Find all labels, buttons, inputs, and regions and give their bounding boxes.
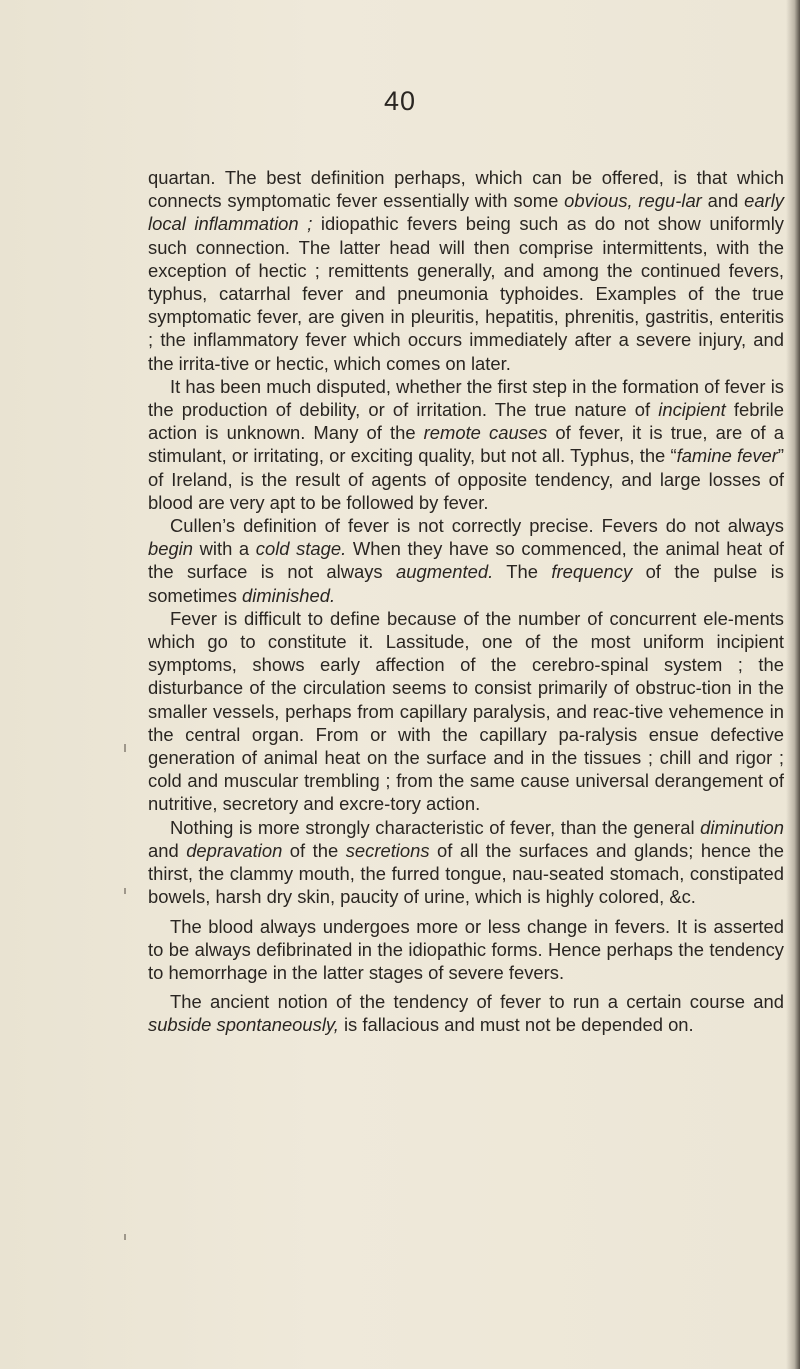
- text-run: with a: [193, 538, 256, 560]
- italic-run: early local inflammation ;: [148, 190, 784, 235]
- text-run: of the: [282, 839, 346, 861]
- paragraph-2: [148, 375, 784, 514]
- paragraph-1: [148, 166, 784, 375]
- text-run: of fever, it is true, are of a stimulant, or irritating, or exciting quality, but not all. Typhus, the “: [148, 422, 784, 467]
- paragraph-3: [148, 514, 784, 607]
- text-run: ” of Ireland, is the result of agents of opposite tendency, and large losses of blood are very apt to be followed by fever.: [148, 445, 784, 513]
- italic-run: secretions: [345, 839, 430, 861]
- italic-run: famine fever: [676, 445, 778, 467]
- text-run: The blood always undergoes more or less change in fevers. It is asserted to be always defibrinated in the idiopathic forms. Hence perhaps the tendency to hemorrhage in the latter stages of severe fevers.: [148, 915, 784, 983]
- paragraph-7: [148, 990, 784, 1036]
- italic-run: incipient: [658, 399, 726, 421]
- paragraph-4: [148, 607, 784, 816]
- text-run: The ancient notion of the tendency of fever to run a certain course and: [170, 991, 784, 1013]
- italic-run: cold stage.: [255, 538, 347, 560]
- paragraph-5: [148, 816, 784, 909]
- page-number: 40: [383, 86, 417, 116]
- text-run: Nothing is more strongly characteristic of fever, than the general: [170, 816, 701, 838]
- text-run: is fallacious and must not be depended on.: [338, 1014, 694, 1036]
- italic-run: augmented.: [396, 561, 494, 583]
- text-run: and: [701, 190, 745, 212]
- margin-mark: [124, 744, 126, 752]
- italic-run: begin: [148, 538, 193, 560]
- italic-run: subside spontaneously,: [148, 1014, 339, 1036]
- text-run: febrile action is unknown. Many of the: [148, 399, 784, 444]
- text-run: Fever is difficult to define because of the number of concurrent ele-ments which go to constitute it. Lassitude, one of the most uniform incipient symptoms, shows early affection of the cerebro-spinal system ; the disturbance of the circulation seems to consist primarily of obstruc-tion in the smaller vessels, perhaps from capillary paralysis, and reac-tive vehemence in the central organ. From or with the capillary pa-ralysis ensue defective generation of animal heat on the surface and in the tissues ; chill and rigor ; cold and muscular trembling ; from the same cause universal derangement of nutritive, secretory and excre-tory action.: [148, 607, 784, 815]
- text-run: of all the surfaces and glands; hence the thirst, the clammy mouth, the furred tongue, nau-seated stomach, constipated bowels, harsh dry skin, paucity of urine, which is highly colored, &c.: [148, 839, 785, 908]
- italic-run: depravation: [186, 839, 283, 861]
- italic-run: frequency: [551, 561, 633, 583]
- text-run: idiopathic fevers being such as do not show uniformly such connection. The latter head will then comprise intermittents, with the exception of hectic ; remittents generally, and among the continued fevers, typhus, catarrhal fever and pneumonia typhoides. Examples of the true symptomatic fever, are given in pleuritis, hepatitis, phrenitis, gastritis, enteritis ; the inflammatory fever which occurs immediately after a severe injury, and the irrita-tive or hectic, which comes on later.: [148, 213, 784, 374]
- text-run: quartan. The best definition perhaps, which can be offered, is that which connects symptomatic fever essentially with some: [148, 167, 784, 212]
- italic-run: obvious, regu-lar: [564, 190, 702, 212]
- italic-run: diminution: [700, 816, 784, 838]
- body-text: [148, 166, 784, 1037]
- margin-mark: [124, 888, 126, 894]
- text-run: Cullen’s definition of fever is not correctly precise. Fevers do not always: [170, 515, 784, 537]
- page-edge-shadow: [786, 0, 800, 1369]
- margin-mark: [124, 1234, 126, 1240]
- text-run: It has been much disputed, whether the first step in the formation of fever is the production of debility, or of irritation. The true nature of: [148, 375, 784, 421]
- paragraph-6: [148, 915, 784, 985]
- italic-run: diminished.: [242, 584, 336, 606]
- text-run: and: [148, 839, 187, 861]
- italic-run: remote causes: [423, 422, 548, 444]
- text-run: When they have so commenced, the animal heat of the surface is not always: [148, 538, 784, 583]
- text-run: of the pulse is sometimes: [148, 561, 784, 606]
- text-run: The: [493, 561, 552, 583]
